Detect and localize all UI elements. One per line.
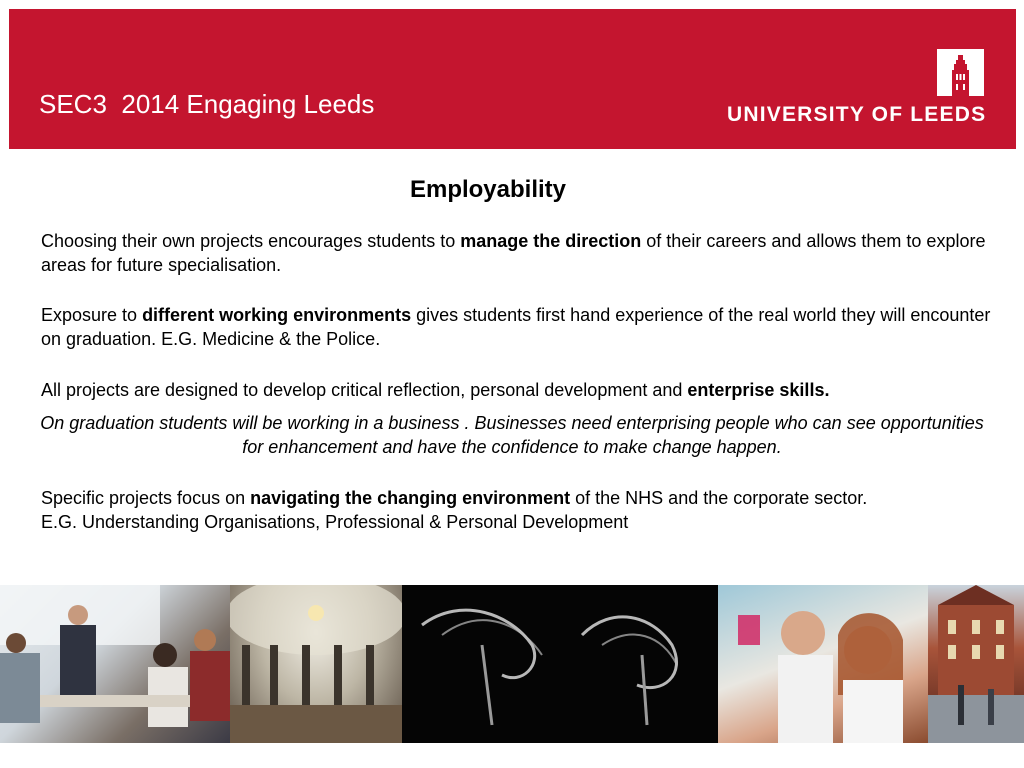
paragraph-graduation-quote: On graduation students will be working in a business . Businesses need enterprising people who can see opportunities for enhancement and have the confidence to make change happen. bbox=[40, 413, 984, 457]
slide-heading: Employability bbox=[409, 176, 567, 203]
photo-lab-students bbox=[718, 585, 928, 743]
header-banner bbox=[9, 9, 1016, 149]
university-logo bbox=[937, 49, 984, 96]
paragraph-working-environments: Exposure to different working environments gives students first hand experience of the real world they will encounter on graduation. E.G. Medicine & the Police. bbox=[41, 305, 991, 349]
parkinson-tower-icon bbox=[937, 49, 984, 96]
paragraph-choosing-projects: Choosing their own projects encourages students to manage the direction of their careers and allows them to explore areas for future specialisation. bbox=[41, 231, 986, 275]
paragraph-enterprise-skills: All projects are designed to develop critical reflection, personal development and enterprise skills. bbox=[41, 380, 830, 400]
paragraph-specific-projects: Specific projects focus on navigating the changing environment of the NHS and the corporate sector. E.G. Understanding Organisations, Professional & Personal Development bbox=[41, 488, 868, 532]
university-name: UNIVERSITY OF LEEDS bbox=[727, 103, 987, 126]
course-title: SEC3 2014 Engaging Leeds bbox=[39, 89, 375, 119]
photo-motion-sculpture bbox=[402, 585, 718, 743]
photo-strip bbox=[0, 585, 1024, 743]
photo-campus-building bbox=[928, 585, 1024, 743]
photo-classroom-discussion bbox=[0, 585, 230, 743]
photo-library-dome bbox=[230, 585, 402, 743]
